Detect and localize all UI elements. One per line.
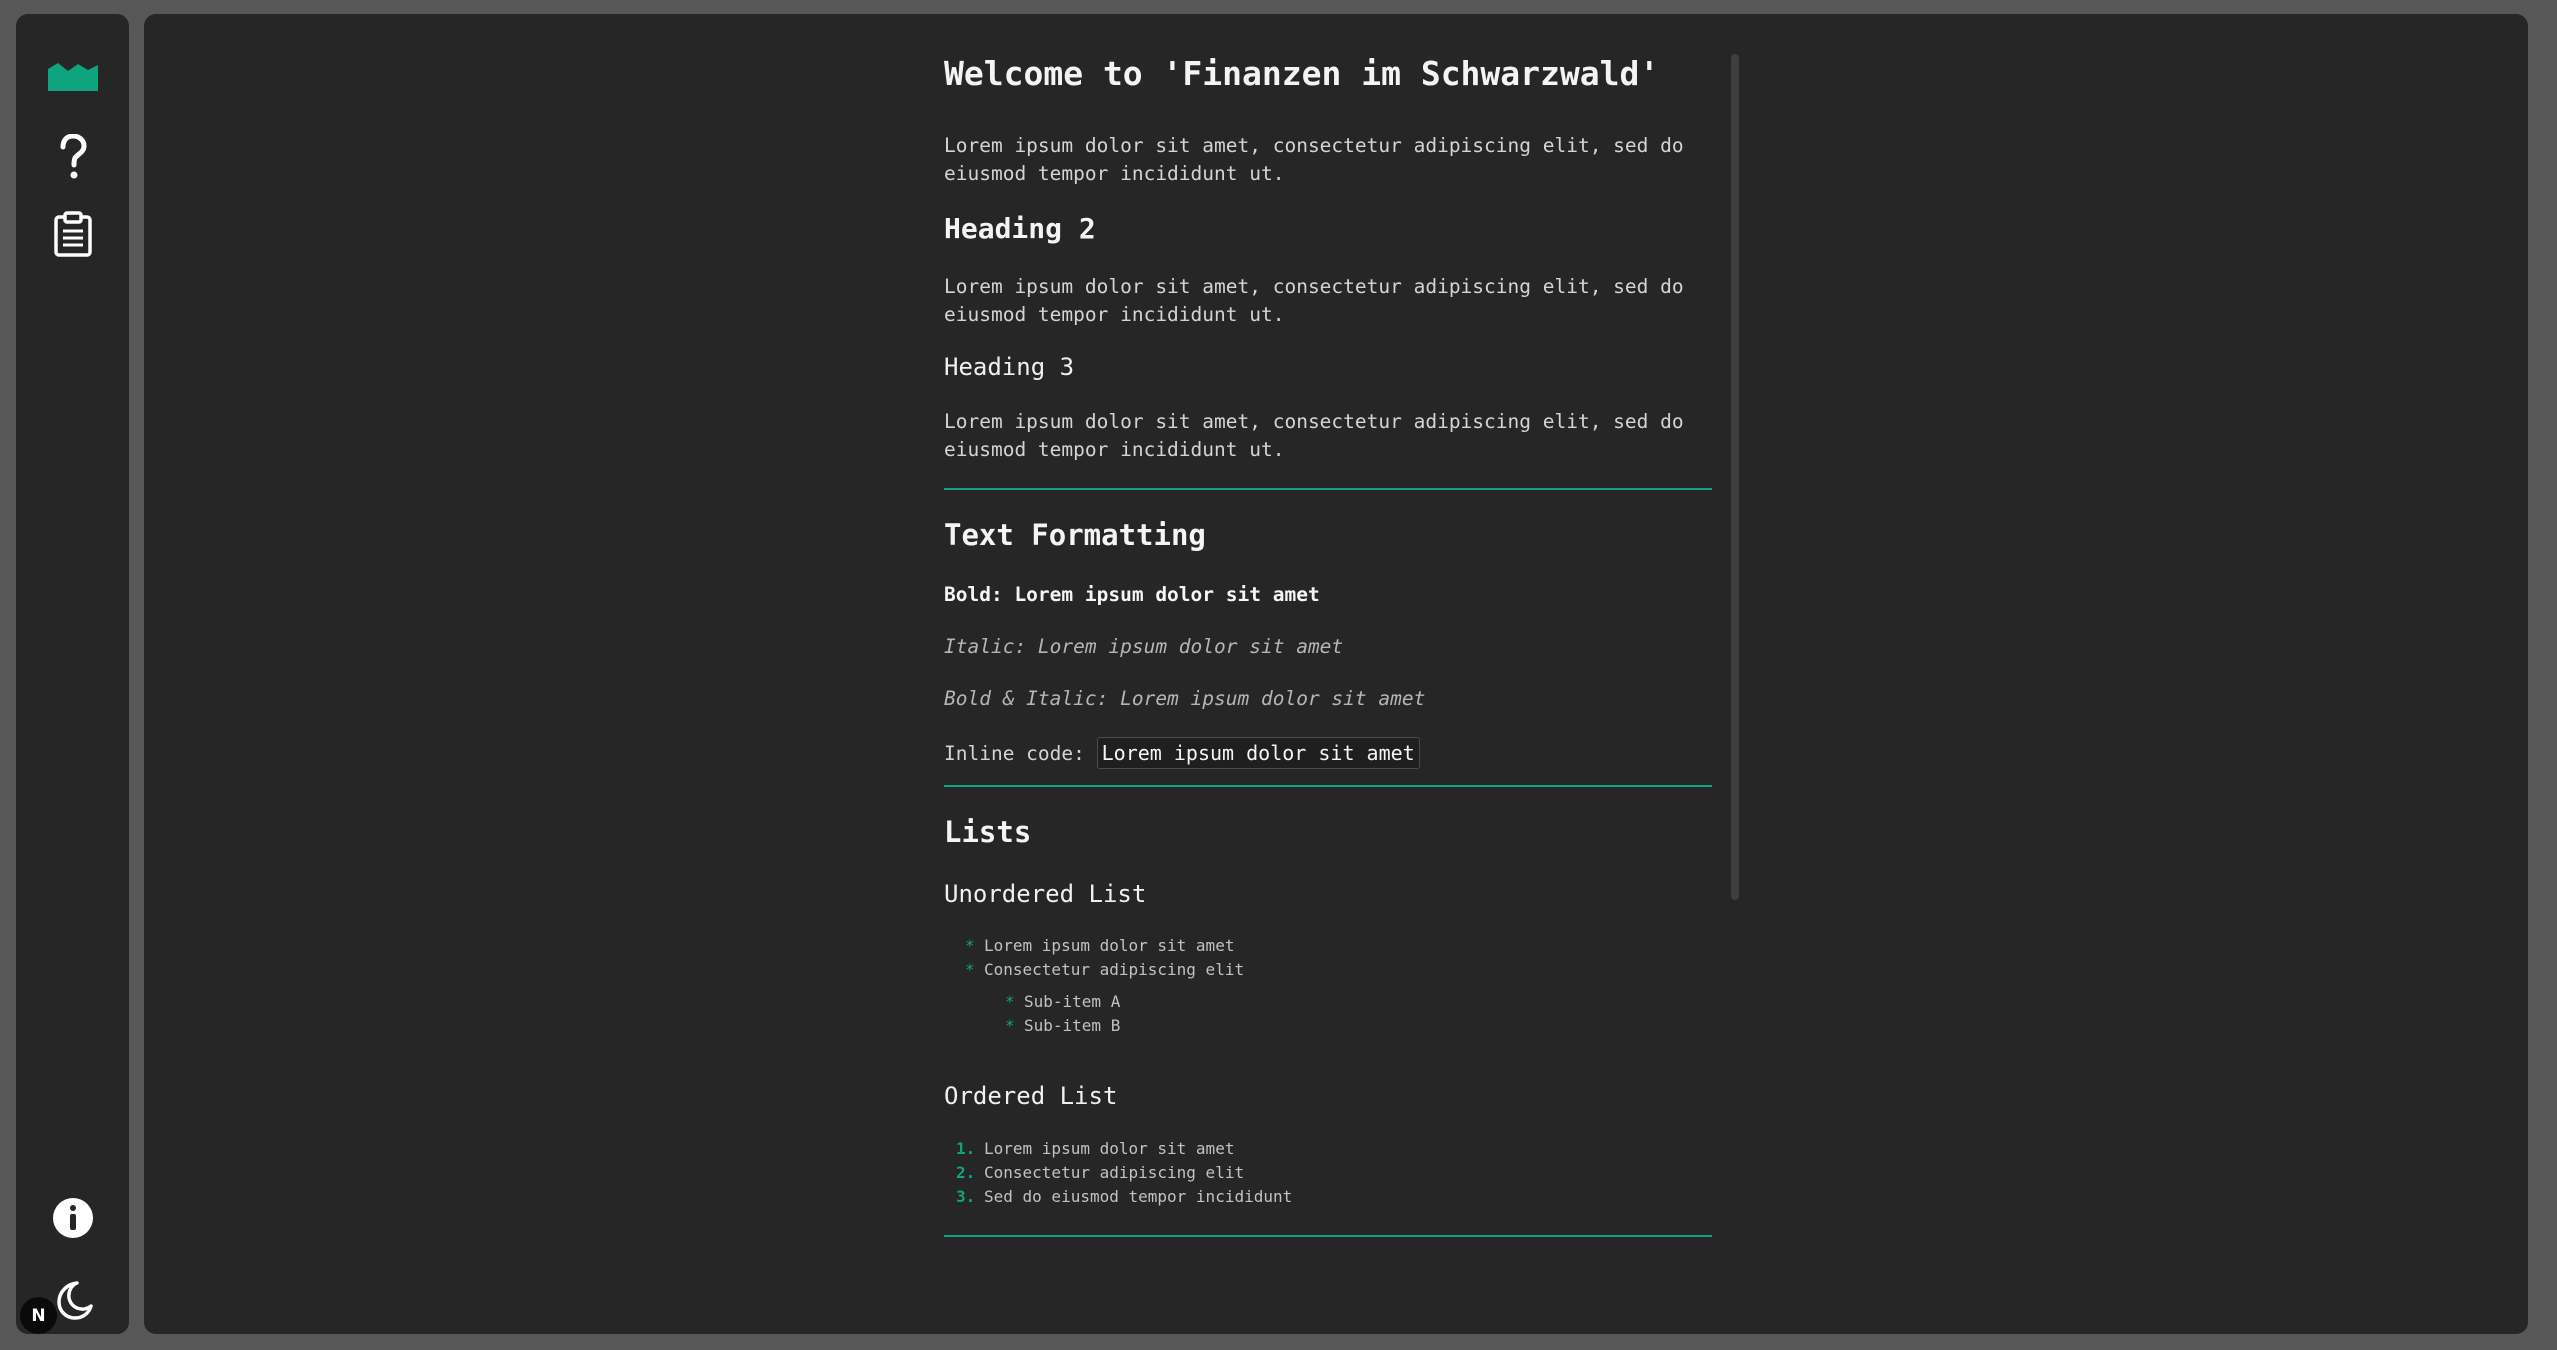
ordered-list-heading: Ordered List — [944, 1082, 1118, 1111]
list-item — [944, 990, 1712, 1014]
italic-text: Italic: Lorem ipsum dolor sit amet — [944, 634, 1344, 658]
lists-heading: Lists — [944, 814, 1032, 849]
heading-3: Heading 3 — [944, 353, 1075, 382]
list-item-text: Lorem ipsum dolor sit amet — [984, 936, 1235, 956]
list-bullet: * — [965, 936, 975, 956]
list-item — [944, 1161, 1712, 1185]
sidebar — [16, 14, 129, 1334]
nested-list — [944, 990, 1712, 1038]
content-scrollbar[interactable] — [1731, 54, 1739, 900]
inline-code-line — [944, 737, 1712, 769]
markdown-content — [944, 54, 1712, 1265]
unordered-list — [944, 934, 1712, 1038]
clipboard-icon[interactable] — [16, 204, 129, 264]
main-panel — [144, 14, 2528, 1334]
list-bullet: * — [965, 960, 975, 980]
heading-3-paragraph: Lorem ipsum dolor sit amet, consectetur adipiscing elit, sed do eiusmod tempor incididunt ut. — [944, 409, 1684, 461]
section-divider — [944, 785, 1712, 787]
n-badge-icon[interactable]: N — [20, 1297, 57, 1334]
bold-italic-text: Bold & Italic: Lorem ipsum dolor sit amet — [944, 686, 1426, 710]
heading-2-paragraph: Lorem ipsum dolor sit amet, consectetur adipiscing elit, sed do eiusmod tempor incididunt ut. — [944, 275, 1684, 327]
page-title: Welcome to 'Finanzen im Schwarzwald' — [944, 54, 1660, 93]
list-item — [944, 934, 1712, 958]
list-item-text: Consectetur adipiscing elit — [984, 960, 1245, 980]
list-item — [944, 1137, 1712, 1161]
info-icon[interactable] — [16, 1194, 129, 1242]
heading-2: Heading 2 — [944, 211, 1096, 245]
list-bullet: * — [1005, 992, 1015, 1012]
unordered-list-heading: Unordered List — [944, 879, 1147, 908]
list-item-text: Lorem ipsum dolor sit amet — [984, 1139, 1235, 1159]
list-item — [944, 1014, 1712, 1038]
inline-code: Lorem ipsum dolor sit amet — [1097, 737, 1420, 769]
section-divider — [944, 488, 1712, 490]
inline-code-label: Inline code: — [944, 741, 1085, 765]
list-number: 3. — [956, 1187, 976, 1207]
list-item-text: Sub-item B — [1024, 1016, 1121, 1036]
bold-text: Bold: Lorem ipsum dolor sit amet — [944, 582, 1320, 606]
section-divider — [944, 1235, 1712, 1237]
list-number: 1. — [956, 1139, 976, 1159]
list-item — [944, 958, 1712, 1038]
help-question-icon[interactable] — [16, 128, 129, 186]
list-item-text: Consectetur adipiscing elit — [984, 1163, 1245, 1183]
list-item-text: Sed do eiusmod tempor incididunt — [984, 1187, 1293, 1207]
text-formatting-heading: Text Formatting — [944, 517, 1206, 552]
intro-paragraph: Lorem ipsum dolor sit amet, consectetur adipiscing elit, sed do eiusmod tempor incididunt ut. — [944, 133, 1684, 185]
list-item — [944, 1185, 1712, 1209]
list-bullet: * — [1005, 1016, 1015, 1036]
ordered-list — [944, 1137, 1712, 1209]
list-number: 2. — [956, 1163, 976, 1183]
list-item-text: Sub-item A — [1024, 992, 1121, 1012]
logo-chart-icon[interactable] — [16, 54, 129, 98]
